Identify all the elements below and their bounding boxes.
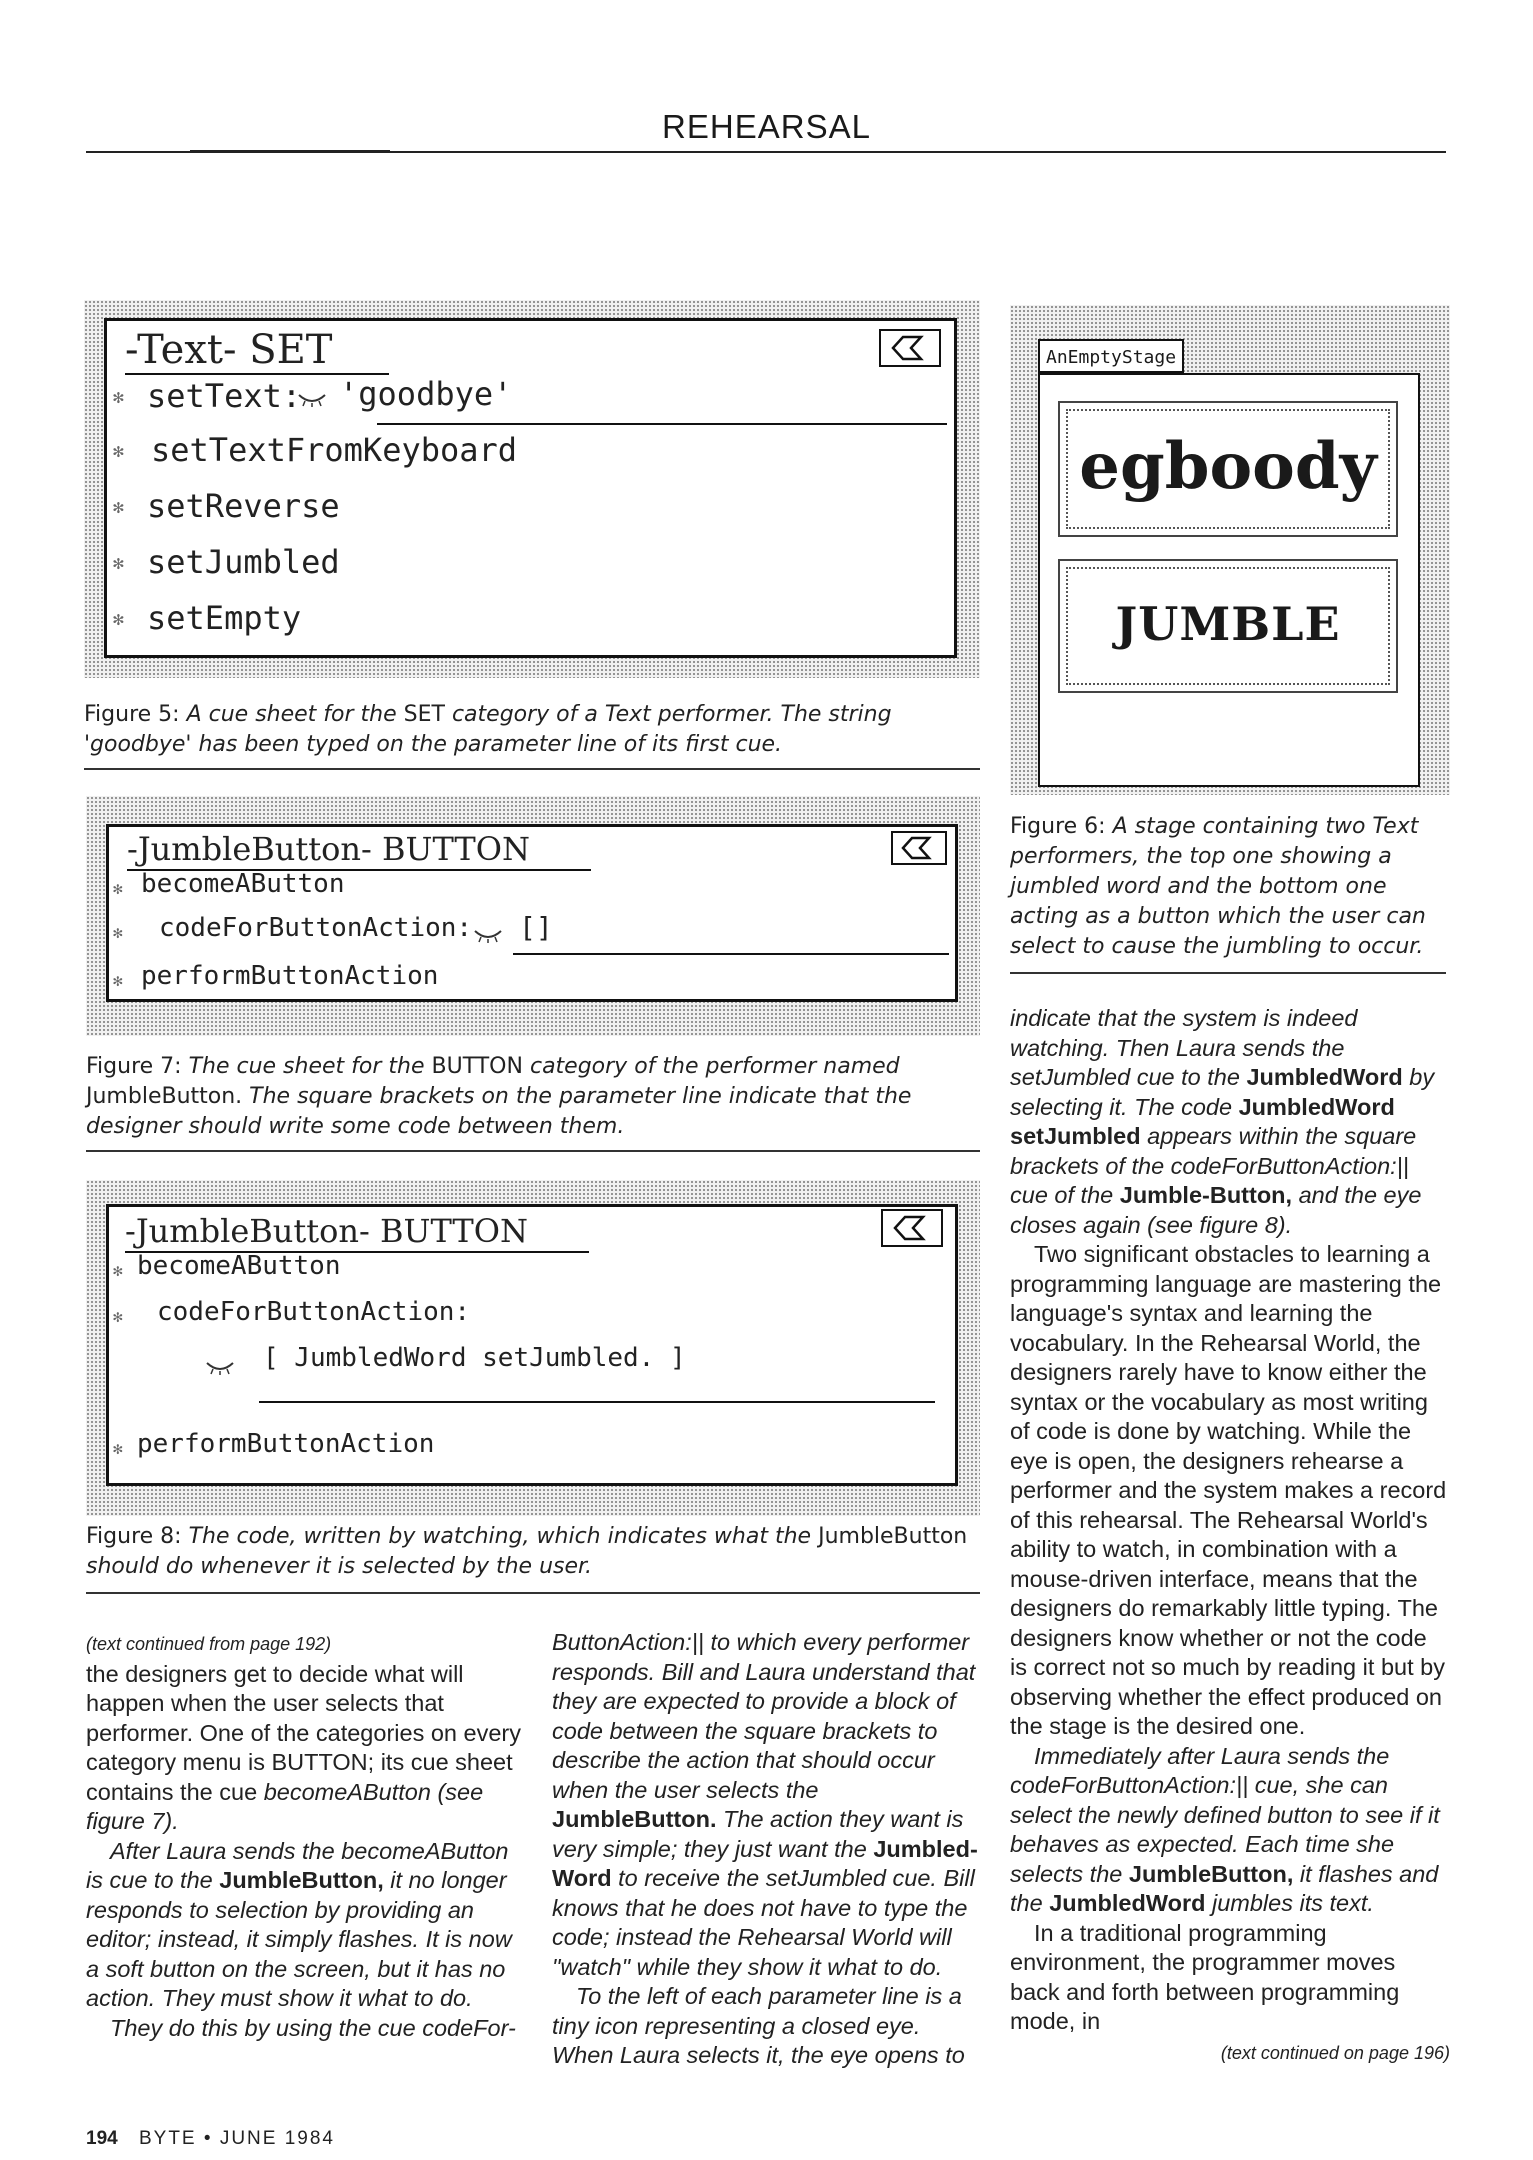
cue-becomeabutton[interactable]: becomeAButton: [137, 1251, 341, 1281]
paragraph: After Laura sends the becomeAButton is cue to the JumbleButton, it no longer responds to selection by providing an editor; instead, it simply flashes. It is now a soft button on the screen, but it has no action. They must show it what to do.: [86, 1837, 512, 2011]
param-value[interactable]: 'goodbye': [339, 375, 513, 413]
jumbled-word-performer[interactable]: [1058, 401, 1398, 537]
cue-performbuttonaction[interactable]: performButtonAction: [137, 1429, 435, 1459]
body-column-1: [86, 1628, 522, 2043]
publication-line: BYTE • JUNE 1984: [138, 2128, 335, 2149]
cue-setreverse[interactable]: setReverse: [147, 487, 340, 525]
caption-label: Figure 5:: [84, 702, 180, 727]
parameter-line[interactable]: [259, 1401, 935, 1403]
jumble-button-performer[interactable]: [1058, 559, 1398, 693]
page-footer: [86, 2128, 335, 2150]
paragraph: ButtonAction:|| to which every performer responds. Bill and Laura understand that they are expected to provide a block of code between the square brackets to describe the action that should occur when the user selects the JumbleButton. The action they want is very simple; they just want the Jumbled-Word to receive the setJumbled cue. Bill knows that he does not have to type the code; instead the Rehearsal World will "watch" while they show it what to do.: [552, 1629, 978, 1980]
figure7-caption: Figure 7: The cue sheet for the BUTTON category of the performer named JumbleButton. The square brackets on the parameter line indicate that the designer should write some code between them.: [86, 1054, 912, 1139]
paragraph: Two significant obstacles to learning a programming language are mastering the language's syntax and learning the vocabulary. In the Rehearsal World, the designers rarely have to know either the syntax or the vocabulary as most writing of code is done by watching. While the eye is open, the designers rehearse a performer and the system makes a record of this rehearsal. The Rehearsal World's ability to watch, in combination with a mouse-driven interface, means that the designers do remarkably little typing. The designers know whether or not the code is correct not so much by reading it but by observing whether the effect produced on the stage is the desired one.: [1010, 1241, 1447, 1739]
caption-label: Figure 8:: [86, 1524, 182, 1549]
figure7-panel: [86, 796, 980, 1036]
cue-setjumbled[interactable]: setJumbled: [147, 543, 340, 581]
cue-settextfromkeyboard[interactable]: setTextFromKeyboard: [151, 431, 518, 469]
paragraph: In a traditional programming environment, the programmer moves back and forth between programming mode, in: [1010, 1919, 1400, 2034]
param-brackets[interactable]: []: [519, 911, 553, 944]
watched-code[interactable]: [ JumbledWord setJumbled. ]: [263, 1343, 686, 1373]
eye-icon[interactable]: ✻: [113, 1307, 123, 1326]
paragraph: indicate that the system is indeed watching. Then Laura sends the setJumbled cue to the JumbledWord by selecting it. The code JumbledWord setJumbled appears within the square brackets of the codeForButtonAction:|| cue of the Jumble-Button, and the eye closes again (see figure 8).: [1010, 1005, 1435, 1238]
eye-icon[interactable]: ✻: [113, 441, 124, 462]
header-rule-accent: [190, 150, 390, 153]
eye-icon[interactable]: ✻: [113, 497, 124, 518]
body-column-3: [1010, 1004, 1450, 2068]
continued-on: (text continued on page 196): [1220, 2042, 1450, 2063]
figure5-rule: [84, 768, 980, 770]
eye-icon[interactable]: ✻: [113, 1261, 123, 1280]
caption-label: Figure 7:: [86, 1054, 182, 1079]
parameter-line[interactable]: [513, 953, 949, 955]
figure8-rule: [86, 1592, 980, 1594]
cue-codeforbuttonaction[interactable]: codeForButtonAction:: [157, 1297, 471, 1327]
open-eye-icon[interactable]: [205, 1359, 235, 1375]
close-box-icon[interactable]: [879, 329, 941, 367]
figure7-rule: [86, 1150, 980, 1152]
figure8-sheet-title: -JumbleButton- BUTTON: [125, 1211, 589, 1253]
figure5-sheet-title: -Text- SET: [125, 327, 389, 375]
cue-becomeabutton[interactable]: becomeAButton: [141, 869, 345, 899]
body-column-2: [552, 1628, 982, 2071]
figure5-caption: Figure 5: A cue sheet for the SET category of a Text performer. The string 'goodbye' has been typed on the parameter line of its first cue.: [84, 702, 892, 757]
jumble-button-label: JUMBLE: [1115, 597, 1341, 651]
figure6-panel: [1010, 305, 1450, 795]
figure5-panel: [84, 300, 980, 678]
figure7-cue-sheet: [106, 824, 958, 1002]
figure5-cue-sheet: [104, 318, 957, 658]
close-box-icon[interactable]: [891, 831, 947, 865]
close-box-icon[interactable]: [881, 1209, 943, 1247]
figure6-caption: Figure 6: A stage containing two Text performers, the top one showing a jumbled word and the bottom one acting as a button which the user can select to cause the jumbling to occur.: [1010, 814, 1426, 959]
cue-performbuttonaction[interactable]: performButtonAction: [141, 961, 439, 991]
stage-title-tab[interactable]: AnEmptyStage: [1038, 339, 1184, 373]
cue-codeforbuttonaction[interactable]: codeForButtonAction:: [159, 913, 473, 943]
cue-setempty[interactable]: setEmpty: [147, 599, 302, 637]
parameter-line[interactable]: [377, 423, 947, 425]
figure8-caption: Figure 8: The code, written by watching, which indicates what the JumbleButton should do whenever it is selected by the user.: [86, 1524, 968, 1579]
eye-icon[interactable]: ✻: [113, 923, 123, 942]
eye-icon[interactable]: ✻: [113, 1439, 123, 1458]
running-head: REHEARSAL: [662, 108, 871, 145]
eye-icon[interactable]: ✻: [113, 879, 123, 898]
jumbled-word-text: egboody: [1079, 429, 1377, 504]
caption-label: Figure 6:: [1010, 814, 1106, 839]
continued-from: (text continued from page 192): [86, 1634, 332, 1654]
eye-icon[interactable]: ✻: [113, 553, 124, 574]
eye-icon[interactable]: ✻: [113, 387, 124, 408]
figure8-cue-sheet: [106, 1204, 958, 1486]
paragraph: They do this by using the cue codeFor-: [110, 2014, 516, 2041]
paragraph: To the left of each parameter line is a tiny icon representing a closed eye. When Laura selects it, the eye opens to: [552, 1983, 965, 2068]
closed-eye-icon[interactable]: [297, 391, 327, 407]
cue-settext[interactable]: setText:: [147, 377, 302, 415]
figure6-rule: [1010, 972, 1446, 974]
eye-icon[interactable]: ✻: [113, 609, 124, 630]
eye-icon[interactable]: ✻: [113, 971, 123, 990]
figure7-sheet-title: -JumbleButton- BUTTON: [127, 829, 591, 871]
page-number: 194: [86, 2128, 118, 2149]
paragraph: Immediately after Laura sends the codeForButtonAction:|| cue, she can select the newly defined button to see if it behaves as expected. Each time she selects the JumbleButton, it flashes and the JumbledWord jumbles its text.: [1010, 1742, 1440, 1916]
paragraph: the designers get to decide what will happen when the user selects that performer. One of the categories on every category menu is BUTTON; its cue sheet contains the cue becomeAButton (see figure 7).: [86, 1660, 521, 1834]
closed-eye-icon[interactable]: [473, 927, 503, 943]
figure8-panel: [86, 1180, 980, 1516]
